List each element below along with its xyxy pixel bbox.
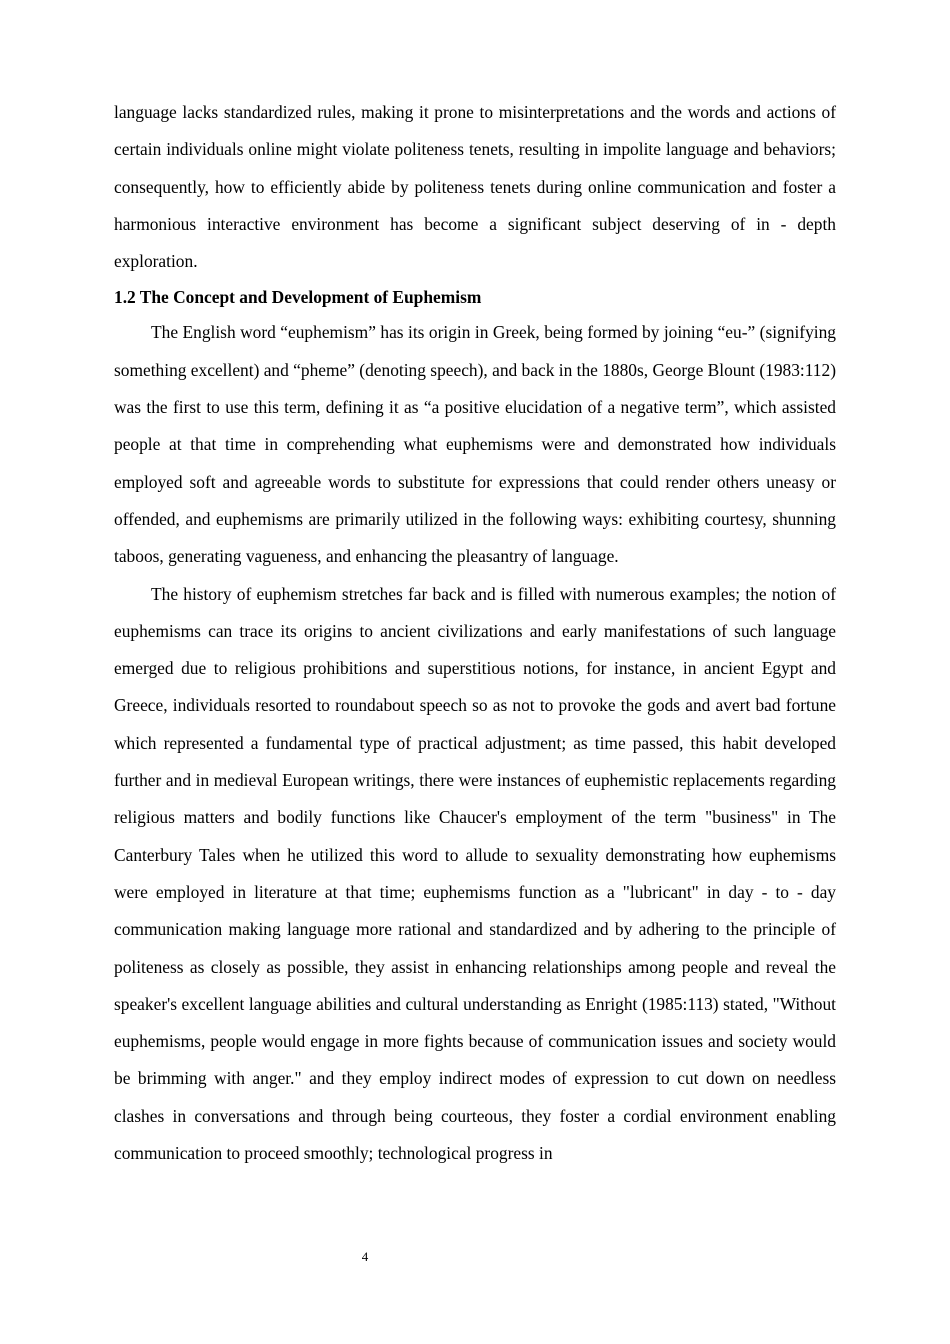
section-heading: 1.2 The Concept and Development of Euphemism	[114, 287, 482, 308]
paragraph-continuation: language lacks standardized rules, making it prone to misinterpretations and the words and actions of certain individuals online might violate politeness tenets, resulting in impolite language and behaviors; consequently, how to efficiently abide by politeness tenets during online communication and foster a harmonious interactive environment has become a significant subject deserving of in - depth exploration.	[114, 102, 836, 272]
page-body	[114, 94, 836, 1172]
paragraph-euphemism-history: The history of euphemism stretches far back and is filled with numerous examples; the notion of euphemisms can trace its origins to ancient civilizations and early manifestations of such language emerged due to religious prohibitions and superstitious notions, for instance, in ancient Egypt and Greece, individuals resorted to roundabout speech so as not to provoke the gods and avert bad fortune which represented a fundamental type of practical adjustment; as time passed, this habit developed further and in medieval European writings, there were instances of euphemistic replacements regarding religious matters and bodily functions like Chaucer's employment of the term "business" in The Canterbury Tales when he utilized this word to allude to sexuality demonstrating how euphemisms were employed in literature at that time; euphemisms function as a "lubricant" in day - to - day communication making language more rational and standardized and by adhering to the principle of politeness as closely as possible, they assist in enhancing relationships among people and reveal the speaker's excellent language abilities and cultural understanding as Enright (1985:113) stated, "Without euphemisms, people would engage in more fights because of communication issues and society would be brimming with anger." and they employ indirect modes of expression to cut down on needless clashes in conversations and through being courteous, they foster a cordial environment enabling communication to proceed smoothly; technological progress in	[114, 583, 836, 1164]
page-number: 4	[361, 1249, 369, 1264]
paragraph-euphemism-concept: The English word “euphemism” has its origin in Greek, being formed by joining “eu-” (signifying something excellent) and “pheme” (denoting speech), and back in the 1880s, George Blount (1983:112) was the first to use this term, defining it as “a positive elucidation of a negative term”, which assisted people at that time in comprehending what euphemisms were and demonstrated how individuals employed soft and agreeable words to substitute for expressions that could render others uneasy or offended, and euphemisms are primarily utilized in the following ways: exhibiting courtesy, shunning taboos, generating vagueness, and enhancing the pleasantry of language.	[114, 322, 836, 567]
